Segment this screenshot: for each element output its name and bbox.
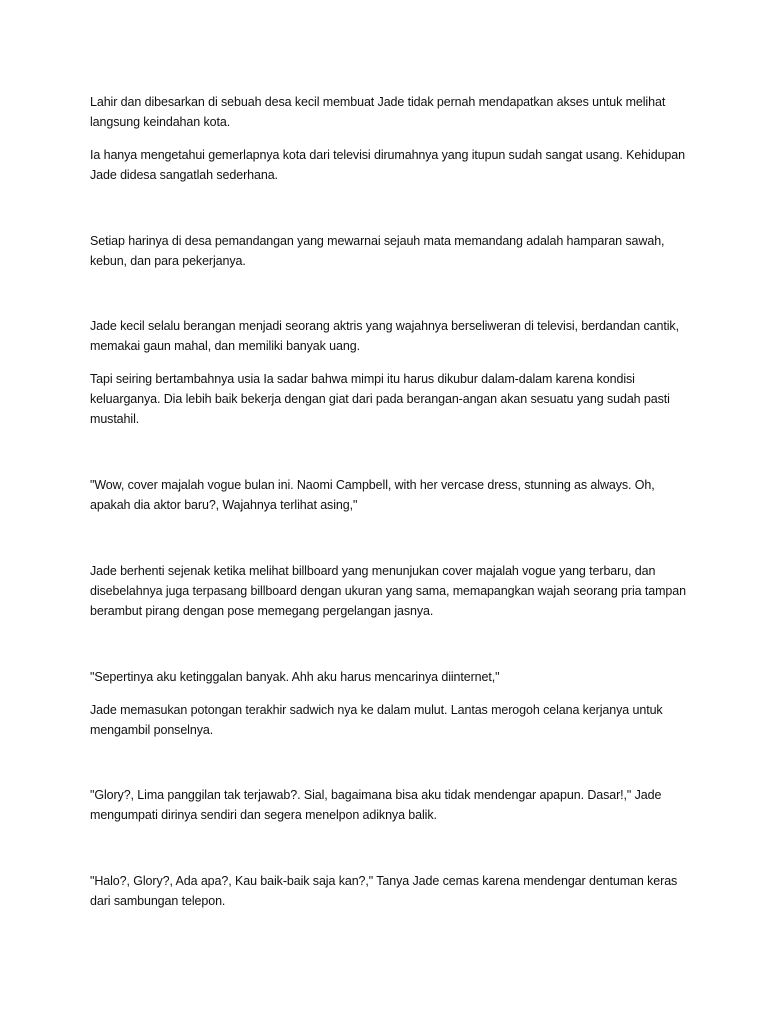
paragraph: Ia hanya mengetahui gemerlapnya kota dari televisi dirumahnya yang itupun sudah sangat usang. Kehidupan Jade didesa sangatlah sederhana. xyxy=(90,148,685,182)
paragraph: "Wow, cover majalah vogue bulan ini. Naomi Campbell, with her vercase dress, stunning as always. Oh, apakah dia aktor baru?, Wajahnya terlihat asing," xyxy=(90,478,655,512)
paragraph: Setiap harinya di desa pemandangan yang mewarnai sejauh mata memandang adalah hamparan sawah, kebun, dan para pekerjanya. xyxy=(90,234,665,268)
paragraph: Lahir dan dibesarkan di sebuah desa kecil membuat Jade tidak pernah mendapatkan akses untuk melihat langsung keindahan kota. xyxy=(90,95,666,129)
paragraph: Tapi seiring bertambahnya usia Ia sadar bahwa mimpi itu harus dikubur dalam-dalam karena kondisi keluarganya. Dia lebih baik bekerja dengan giat dari pada berangan-angan akan sesuatu yang sudah pasti mustahil. xyxy=(90,372,670,426)
paragraph: Jade memasukan potongan terakhir sadwich nya ke dalam mulut. Lantas merogoh celana kerjanya untuk mengambil ponselnya. xyxy=(90,703,663,737)
paragraph: "Sepertinya aku ketinggalan banyak. Ahh aku harus mencarinya diinternet," xyxy=(90,670,500,684)
paragraph: Jade kecil selalu berangan menjadi seorang aktris yang wajahnya berseliweran di televisi, berdandan cantik, memakai gaun mahal, dan memiliki banyak uang. xyxy=(90,319,679,353)
paragraph: Jade berhenti sejenak ketika melihat billboard yang menunjukan cover majalah vogue yang terbaru, dan disebelahnya juga terpasang billboard dengan ukuran yang sama, memapangkan wajah seorang pria tampan berambut pirang dengan pose memegang pergelangan jasnya. xyxy=(90,564,686,618)
paragraph: "Halo?, Glory?, Ada apa?, Kau baik-baik saja kan?," Tanya Jade cemas karena mendengar dentuman keras dari sambungan telepon. xyxy=(90,874,678,908)
paragraph: "Glory?, Lima panggilan tak terjawab?. Sial, bagaimana bisa aku tidak mendengar apapun. Dasar!," Jade mengumpati dirinya sendiri dan segera menelpon adiknya balik. xyxy=(90,788,662,822)
